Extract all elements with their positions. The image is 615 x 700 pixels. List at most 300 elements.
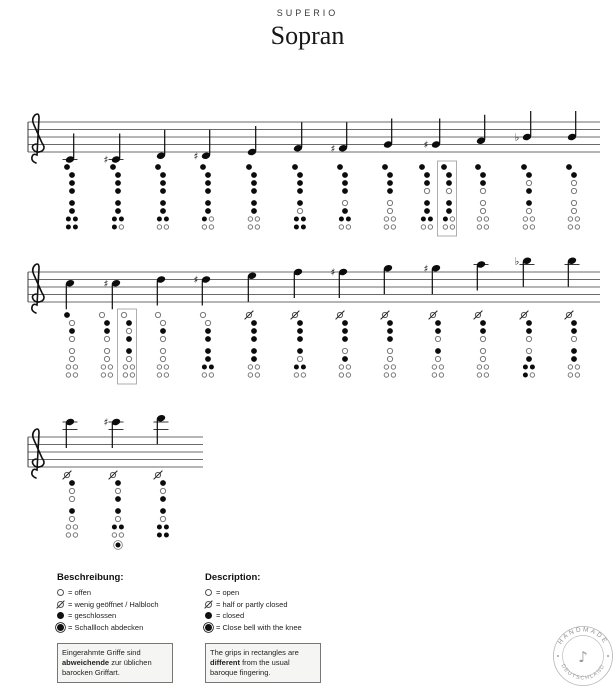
hole-closed <box>342 180 348 186</box>
hole-open <box>526 348 531 353</box>
sharp-icon: ♯ <box>103 417 109 429</box>
hole-closed <box>157 525 162 530</box>
hole-closed <box>301 217 306 222</box>
hole-closed <box>297 336 303 342</box>
legend-item <box>57 601 207 609</box>
hole-open <box>477 365 481 369</box>
note-text: zur üblichen barocken Griffart. <box>62 658 152 677</box>
hole-closed <box>64 312 70 318</box>
hole-closed <box>251 188 257 194</box>
hole-open <box>571 180 576 185</box>
hole-closed <box>251 172 257 178</box>
sharp-icon: ♯ <box>330 267 336 279</box>
hole-open <box>421 225 425 229</box>
hole-open <box>255 373 259 377</box>
sharp-icon: ♯ <box>423 140 429 151</box>
hole-open <box>164 365 168 369</box>
hole-open <box>480 348 485 353</box>
english-note-box <box>205 643 321 683</box>
hole-open <box>255 365 259 369</box>
hole-closed <box>526 188 532 194</box>
half-hole-symbol <box>57 601 64 608</box>
hole-open <box>339 373 343 377</box>
hole-closed <box>566 164 572 170</box>
hole-closed <box>301 225 306 230</box>
hole-closed <box>424 172 430 178</box>
hole-open <box>346 365 350 369</box>
fingering-A6 <box>474 311 489 378</box>
note-D#5 <box>194 130 212 163</box>
hole-closed <box>571 348 577 354</box>
hole-closed <box>160 328 166 334</box>
hole-open <box>209 217 213 221</box>
hole-open <box>530 225 534 229</box>
hole-closed <box>69 172 75 178</box>
hole-open <box>484 217 488 221</box>
fingering-D#6 <box>200 312 214 377</box>
hole-open <box>112 533 116 537</box>
hole-open <box>69 336 74 341</box>
hole-open <box>69 496 74 501</box>
hole-open <box>391 365 395 369</box>
staff-system-first-octave <box>0 105 615 245</box>
legend-item-label: = geschlossen <box>68 611 117 620</box>
fingering-F6 <box>291 311 306 378</box>
hole-open <box>439 373 443 377</box>
hole-open <box>248 217 252 221</box>
hole-closed <box>342 320 348 326</box>
hole-closed <box>251 320 257 326</box>
fingering-B5 <box>566 164 580 229</box>
hole-closed <box>202 217 207 222</box>
hole-closed <box>251 208 257 214</box>
handmade-stamp <box>547 620 615 692</box>
note-D#6 <box>194 275 212 306</box>
fingering-Bb5 <box>521 164 535 229</box>
hole-closed <box>435 328 441 334</box>
hole-closed <box>160 188 166 194</box>
hole-open <box>484 365 488 369</box>
legend-german <box>57 572 207 677</box>
hole-closed <box>571 320 577 326</box>
hole-closed <box>446 200 452 206</box>
hole-open <box>526 336 531 341</box>
sharp-icon: ♯ <box>423 263 429 275</box>
hole-closed <box>521 164 527 170</box>
note-F#5 <box>331 122 349 155</box>
note-G#5 <box>424 119 442 152</box>
hole-open <box>391 217 395 221</box>
hole-closed <box>115 172 121 178</box>
hole-open <box>523 217 527 221</box>
hole-closed <box>205 348 211 354</box>
note-text: The grips in rectangles are <box>210 648 299 657</box>
sharp-icon: ♯ <box>103 155 109 166</box>
hole-open <box>526 208 531 213</box>
open-hole-symbol <box>205 589 212 596</box>
fingering-G6 <box>381 311 396 378</box>
sharp-icon: ♯ <box>193 275 199 286</box>
hole-open <box>450 225 454 229</box>
hole-open <box>575 217 579 221</box>
hole-closed <box>251 356 257 362</box>
hole-closed <box>69 328 75 334</box>
hole-closed <box>424 180 430 186</box>
note-D7 <box>154 415 169 444</box>
note-A6 <box>474 260 489 290</box>
hole-open <box>101 365 105 369</box>
hole-open <box>342 200 347 205</box>
hole-open <box>575 365 579 369</box>
hole-closed <box>69 508 75 514</box>
note-text-bold: different <box>210 658 240 667</box>
hole-closed <box>297 200 303 206</box>
legend-item-label: = wenig geöffnet / Halbloch <box>68 599 159 609</box>
fingering-A5 <box>475 164 488 229</box>
hole-open <box>126 328 131 333</box>
hole-closed <box>205 356 211 362</box>
hole-open <box>205 320 210 325</box>
sharp-icon: ♯ <box>103 278 109 290</box>
hole-open <box>248 373 252 377</box>
legend-english-title: Description: <box>205 572 261 583</box>
bell-symbol <box>57 624 64 631</box>
closed-hole-symbol <box>57 612 64 619</box>
note-G5 <box>383 119 393 149</box>
hole-open <box>526 180 531 185</box>
hole-closed <box>205 208 211 214</box>
hole-closed <box>73 225 78 230</box>
hole-closed <box>205 336 211 342</box>
hole-closed <box>292 164 298 170</box>
hole-open <box>346 225 350 229</box>
fingering-C5 <box>64 164 78 229</box>
hole-closed <box>342 328 348 334</box>
hole-closed <box>342 208 348 214</box>
hole-closed <box>155 164 161 170</box>
stamp-bottom-text: DEUTSCHLAND <box>559 663 607 682</box>
note-D6 <box>156 275 166 305</box>
hole-open <box>432 373 436 377</box>
hole-closed <box>475 164 481 170</box>
hole-closed <box>115 188 121 194</box>
hole-closed <box>160 172 166 178</box>
hole-closed <box>297 320 303 326</box>
hole-closed <box>387 172 393 178</box>
legend-item <box>205 612 355 620</box>
hole-open <box>101 373 105 377</box>
hole-closed <box>382 164 388 170</box>
brand-name: SUPERIO <box>276 8 339 18</box>
hole-open <box>523 225 527 229</box>
fingering-C#6-alt <box>121 312 134 377</box>
hole-open <box>387 348 392 353</box>
hole-open <box>69 320 74 325</box>
fingering-C#7 <box>109 471 124 550</box>
hole-closed <box>246 164 252 170</box>
fingering-C7 <box>63 471 78 538</box>
hole-closed <box>297 180 303 186</box>
note-B5 <box>567 111 577 141</box>
hole-closed <box>424 208 430 214</box>
hole-open <box>571 336 576 341</box>
hole-closed <box>200 164 206 170</box>
hole-open <box>384 217 388 221</box>
hole-open <box>339 225 343 229</box>
hole-open <box>387 208 392 213</box>
hole-closed <box>297 328 303 334</box>
fingering-G#5 <box>419 164 433 229</box>
hole-closed <box>301 365 306 370</box>
hole-closed <box>157 217 162 222</box>
hole-open <box>126 356 131 361</box>
hole-closed <box>160 208 166 214</box>
hole-closed <box>164 533 169 538</box>
hole-open <box>160 348 165 353</box>
hole-open <box>160 516 165 521</box>
fingering-D6 <box>155 312 168 377</box>
hole-closed <box>342 356 348 362</box>
legend-item-label: = Schallloch abdecken <box>68 622 144 632</box>
music-note-icon: ♪ <box>578 648 588 666</box>
hole-closed <box>419 164 425 170</box>
note-text: from the usual baroque fingering. <box>210 658 290 677</box>
legend-item-label: = offen <box>68 588 92 597</box>
fingering-E6 <box>245 311 260 378</box>
hole-open <box>69 356 74 361</box>
hole-open <box>155 312 160 317</box>
flat-icon: ♭ <box>514 256 520 268</box>
hole-open <box>108 373 112 377</box>
staff-system-second-octave <box>0 255 615 395</box>
hole-open <box>575 225 579 229</box>
hole-closed <box>297 188 303 194</box>
hole-closed <box>523 365 528 370</box>
hole-open <box>387 200 392 205</box>
legend-item <box>205 624 355 632</box>
hole-closed <box>443 217 448 222</box>
hole-closed <box>526 356 532 362</box>
fingering-D7 <box>154 471 169 538</box>
legend-item <box>205 589 355 597</box>
note-Bb6 <box>515 256 535 287</box>
hole-open <box>571 200 576 205</box>
sharp-icon: ♯ <box>330 143 336 155</box>
stamp-dot <box>557 655 559 657</box>
hole-open <box>104 348 109 353</box>
hole-open <box>477 225 481 229</box>
hole-closed <box>387 188 393 194</box>
fingering-G5 <box>382 164 395 229</box>
hole-open <box>435 336 440 341</box>
legend-item <box>57 589 207 597</box>
hole-open <box>160 336 165 341</box>
bell-closed <box>116 543 121 548</box>
page-title: Sopran <box>270 21 345 50</box>
hole-closed <box>251 200 257 206</box>
hole-open <box>119 533 123 537</box>
hole-open <box>484 225 488 229</box>
hole-open <box>202 373 206 377</box>
hole-closed <box>387 328 393 334</box>
fingering-C#5 <box>110 164 124 229</box>
hole-closed <box>526 200 532 206</box>
hole-closed <box>251 180 257 186</box>
stamp-top-text: HANDMADE <box>556 626 610 646</box>
hole-closed <box>104 320 110 326</box>
hole-closed <box>342 336 348 342</box>
hole-closed <box>64 164 70 170</box>
hole-open <box>123 373 127 377</box>
hole-closed <box>530 365 535 370</box>
fingering-F#5 <box>337 164 351 229</box>
fingering-C6 <box>64 312 78 377</box>
hole-closed <box>160 180 166 186</box>
hole-closed <box>157 533 162 538</box>
treble-clef-icon <box>32 429 44 478</box>
hole-open <box>121 312 126 317</box>
hole-closed <box>297 348 303 354</box>
fingering-C#6 <box>99 312 112 377</box>
hole-closed <box>69 200 75 206</box>
hole-open <box>248 365 252 369</box>
hole-open <box>294 373 298 377</box>
hole-open <box>391 373 395 377</box>
hole-open <box>301 373 305 377</box>
hole-closed <box>523 373 528 378</box>
hole-closed <box>164 217 169 222</box>
hole-closed <box>119 217 124 222</box>
hole-open <box>255 217 259 221</box>
hole-open <box>450 217 454 221</box>
hole-closed <box>339 217 344 222</box>
hole-open <box>209 225 213 229</box>
hole-closed <box>346 217 351 222</box>
hole-open <box>160 488 165 493</box>
hole-open <box>66 525 70 529</box>
fingering-E5 <box>246 164 260 229</box>
hole-open <box>424 188 429 193</box>
hole-closed <box>294 225 299 230</box>
legend-item <box>57 624 207 632</box>
hole-closed <box>160 496 166 502</box>
hole-open <box>66 365 70 369</box>
hole-closed <box>294 365 299 370</box>
hole-closed <box>160 480 166 486</box>
hole-open <box>530 217 534 221</box>
sharp-icon: ♯ <box>193 151 199 163</box>
note-C5 <box>63 134 78 164</box>
hole-closed <box>428 217 433 222</box>
hole-closed <box>205 200 211 206</box>
hole-closed <box>446 172 452 178</box>
legend-item-label: = open <box>216 588 240 597</box>
hole-open <box>568 373 572 377</box>
hole-closed <box>126 336 132 342</box>
fingering-F5 <box>292 164 306 229</box>
hole-closed <box>421 217 426 222</box>
hole-open <box>104 336 109 341</box>
hole-closed <box>66 217 71 222</box>
stamp-dot <box>607 655 609 657</box>
german-note-box <box>57 643 173 683</box>
hole-open <box>130 365 134 369</box>
hole-closed <box>115 180 121 186</box>
hole-open <box>446 188 451 193</box>
hole-closed <box>160 508 166 514</box>
hole-open <box>157 225 161 229</box>
hole-open <box>480 200 485 205</box>
hole-closed <box>112 217 117 222</box>
hole-open <box>384 365 388 369</box>
hole-open <box>477 217 481 221</box>
hole-closed <box>205 180 211 186</box>
hole-open <box>69 516 74 521</box>
hole-open <box>480 356 485 361</box>
hole-open <box>115 488 120 493</box>
legend-item <box>205 601 355 609</box>
hole-closed <box>480 180 486 186</box>
hole-open <box>115 516 120 521</box>
hole-open <box>248 225 252 229</box>
hole-closed <box>66 225 71 230</box>
hole-closed <box>202 365 207 370</box>
hole-closed <box>160 200 166 206</box>
hole-open <box>69 348 74 353</box>
hole-open <box>435 356 440 361</box>
hole-open <box>480 336 485 341</box>
hole-closed <box>251 336 257 342</box>
bell-symbol <box>205 624 212 631</box>
hole-closed <box>441 164 447 170</box>
treble-clef-icon <box>32 264 44 313</box>
hole-closed <box>571 172 577 178</box>
hole-open <box>477 373 481 377</box>
hole-closed <box>115 480 121 486</box>
fingering-D5 <box>155 164 169 229</box>
note-E5 <box>247 126 257 156</box>
hole-open <box>99 312 104 317</box>
hole-closed <box>104 328 110 334</box>
hole-open <box>443 225 447 229</box>
note-text: Eingerahmte Griffe sind <box>62 648 141 657</box>
hole-open <box>346 373 350 377</box>
hole-open <box>73 533 77 537</box>
hole-closed <box>526 328 532 334</box>
hole-closed <box>342 172 348 178</box>
hole-open <box>164 373 168 377</box>
hole-closed <box>69 180 75 186</box>
hole-open <box>119 225 123 229</box>
hole-closed <box>115 200 121 206</box>
note-F#6 <box>331 268 349 299</box>
hole-open <box>66 533 70 537</box>
hole-closed <box>294 217 299 222</box>
closed-hole-symbol <box>205 612 212 619</box>
hole-closed <box>205 188 211 194</box>
hole-open <box>130 373 134 377</box>
fingering-Bb6 <box>520 311 535 378</box>
hole-closed <box>115 208 121 214</box>
open-hole-symbol <box>57 589 64 596</box>
hole-open <box>439 365 443 369</box>
hole-open <box>73 365 77 369</box>
hole-closed <box>446 180 452 186</box>
legend-item-label: = closed <box>216 611 245 620</box>
hole-open <box>200 312 205 317</box>
hole-closed <box>435 320 441 326</box>
hole-open <box>164 225 168 229</box>
